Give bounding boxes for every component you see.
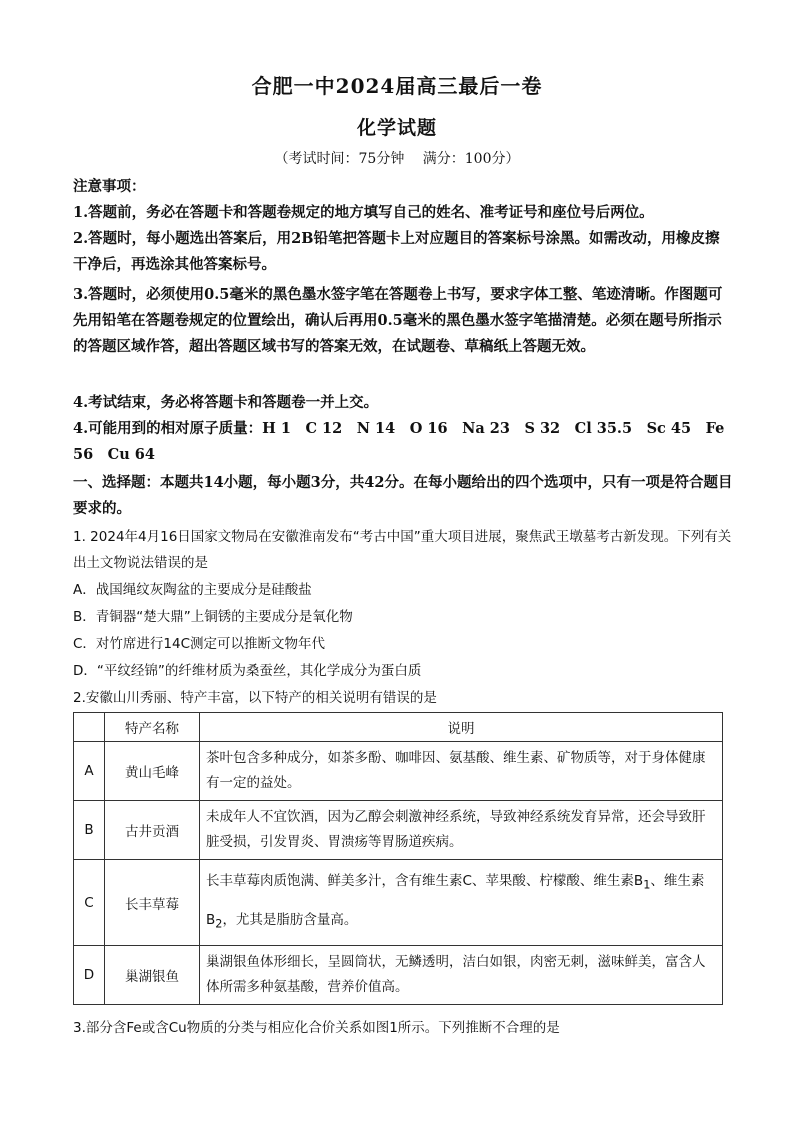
- row-desc-part-a: 长丰草莓肉质饱满、鲜美多汁，含有维生素C、苹果酸、柠檬酸、维生素B: [206, 873, 644, 889]
- row-name: 长丰草莓: [105, 860, 200, 946]
- row-desc: 巢湖银鱼体形细长，呈圆筒状，无鳞透明，洁白如银，肉密无刺，滋味鲜美，富含人体所需多种氨基酸，营养价值高。: [200, 946, 723, 1005]
- q1-option-c: C．对竹席进行14C测定可以推断文物年代: [73, 636, 326, 652]
- row-label: D: [74, 946, 105, 1005]
- row-desc: 茶叶包含多种成分，如茶多酚、咖啡因、氨基酸、维生素、矿物质等，对于身体健康有一定的益处。: [200, 742, 723, 801]
- note-item-atomic-masses: 4.可能用到的相对原子质量：H 1 C 12 N 14 O 16 Na 23 S 32 Cl 35.5 Sc 45 Fe 56 Cu 64: [73, 420, 725, 463]
- row-name: 黄山毛峰: [105, 742, 200, 801]
- note-item-4: 4.考试结束，务必将答题卡和答题卷一并上交。: [73, 394, 379, 411]
- row-desc: 未成年人不宜饮酒，因为乙醇会刺激神经系统，导致神经系统发育异常，还会导致肝脏受损，引发胃炎、胃溃疡等胃肠道疾病。: [200, 801, 723, 860]
- table-header-name: 特产名称: [105, 713, 200, 742]
- row-desc: [200, 860, 723, 946]
- row-name: 古井贡酒: [105, 801, 200, 860]
- exam-title: 合肥一中2024届高三最后一卷: [251, 74, 543, 98]
- notes-heading: 注意事项：: [73, 178, 146, 195]
- q1-option-a: A．战国绳纹灰陶盆的主要成分是硅酸盐: [73, 582, 312, 598]
- note-item-3: 3.答题时，必须使用0.5毫米的黑色墨水签字笔在答题卷上书写，要求字体工整、笔迹清晰。作图题可先用铅笔在答题卷规定的位置绘出，确认后再用0.5毫米的黑色墨水签字笔描清楚。必须在题号所指示的答题区域作答，超出答题区域书写的答案无效，在试题卷、草稿纸上答题无效。: [73, 286, 723, 355]
- table-header-row: [74, 713, 723, 742]
- q1-option-b: B．青铜器“楚大鼎”上铜锈的主要成分是氧化物: [73, 609, 353, 625]
- q2-stem: 2.安徽山川秀丽、特产丰富，以下特产的相关说明有错误的是: [73, 690, 437, 706]
- subject-title: 化学试题: [356, 117, 437, 139]
- table-row: [74, 742, 723, 801]
- note-item-2: 2.答题时，每小题选出答案后，用2B铅笔把答题卡上对应题目的答案标号涂黑。如需改动，用橡皮擦干净后，再选涂其他答案标号。: [73, 230, 720, 273]
- q1-stem: 1. 2024年4月16日国家文物局在安徽淮南发布“考古中国”重大项目进展，聚焦武王墩墓考古新发现。下列有关出土文物说法错误的是: [73, 529, 732, 571]
- row-desc-part-b: 、维生素B: [206, 873, 705, 928]
- table-header-desc: 说明: [200, 713, 723, 742]
- exam-time-info: （考试时间：75分钟 满分：100分）: [274, 151, 520, 167]
- table-header-blank: [74, 713, 105, 742]
- table-row: [74, 946, 723, 1005]
- vitamin-b1-subscript: 1: [643, 878, 651, 892]
- q2-table: [73, 712, 723, 1005]
- row-desc-part-c: ，尤其是脂肪含量高。: [222, 911, 358, 928]
- section1-heading: 一、选择题：本题共14小题，每小题3分，共42分。在每小题给出的四个选项中，只有一项是符合题目要求的。: [73, 474, 733, 517]
- vitamin-b2-subscript: 2: [215, 917, 223, 931]
- row-name: 巢湖银鱼: [105, 946, 200, 1005]
- row-label: C: [74, 860, 105, 946]
- q1-option-d: D．“平纹经锦”的纤维材质为桑蚕丝，其化学成分为蛋白质: [73, 663, 422, 679]
- q3-stem: 3.部分含Fe或含Cu物质的分类与相应化合价关系如图1所示。下列推断不合理的是: [73, 1020, 560, 1036]
- row-label: A: [74, 742, 105, 801]
- table-row: [74, 860, 723, 946]
- note-item-1: 1.答题前，务必在答题卡和答题卷规定的地方填写自己的姓名、准考证号和座位号后两位。: [73, 204, 654, 221]
- table-row: [74, 801, 723, 860]
- row-label: B: [74, 801, 105, 860]
